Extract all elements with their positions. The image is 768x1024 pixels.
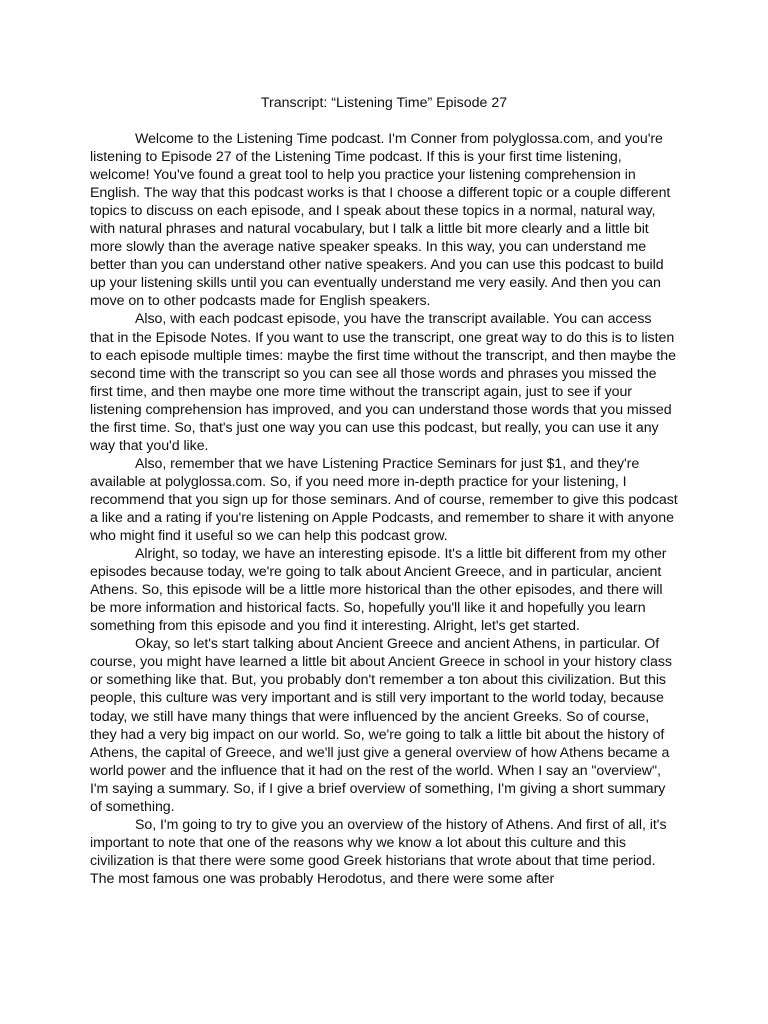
paragraph-seminars: Also, remember that we have Listening Practice Seminars for just $1, and they're available at polyglossa.com. So, if you need more in-depth practice for your listening, I recommend that you sign up for those seminars. And of course, remember to give this podcast a like and a rating if you're listening on Apple Podcasts, and remember to share it with anyone who might find it useful so we can help this podcast grow. — [90, 455, 678, 545]
paragraph-intro: Welcome to the Listening Time podcast. I'm Conner from polyglossa.com, and you're listening to Episode 27 of the Listening Time podcast. If this is your first time listening, welcome! You've found a great tool to help you practice your listening comprehension in English. The way that this podcast works is that I choose a different topic or a couple different topics to discuss on each episode, and I speak about these topics in a normal, natural way, with natural phrases and natural vocabulary, but I talk a little bit more clearly and a little bit more slowly than the average native speaker speaks. In this way, you can understand me better than you can understand other native speakers. And you can use this podcast to build up your listening skills until you can eventually understand me very easily. And then you can move on to other podcasts made for English speakers. — [90, 131, 671, 310]
paragraph-history-athens: So, I'm going to try to give you an overview of the history of Athens. And first of all, it's important to note that one of the reasons why we know a lot about this culture and this civilization is that there were some good Greek historians that wrote about that time period. The most famous one was probably Herodotus, and there were some after — [90, 816, 667, 887]
paragraph-episode-topic: Alright, so today, we have an interesting episode. It's a little bit different from my other episodes because today, we're going to talk about Ancient Greece, and in particular, ancient Athens. So, this episode will be a little more historical than the other episodes, and there will be more information and historical facts. So, hopefully you'll like it and hopefully you learn something from this episode and you find it interesting. Alright, let's get started. — [90, 546, 667, 635]
transcript-page — [90, 94, 678, 888]
document-title: Transcript: “Listening Time” Episode 27 — [260, 95, 508, 111]
paragraph-ancient-greece: Okay, so let's start talking about Ancient Greece and ancient Athens, in particular. Of course, you might have learned a little bit about Ancient Greece in school in your history class or something like that. But, you probably don't remember a ton about this civilization. But this people, this culture was very important and is still very important to the world today, because today, we still have many things that were influenced by the ancient Greeks. So of course, they had a very big impact on our world. So, we're going to talk a little bit about the history of Athens, the capital of Greece, and we'll just give a general overview of how Athens became a world power and the influence that it had on the rest of the world. When I say an "overview", I'm saying a summary. So, if I give a brief overview of something, I'm giving a short summary of something. — [90, 636, 672, 815]
paragraph-transcript-usage: Also, with each podcast episode, you have the transcript available. You can access that in the Episode Notes. If you want to use the transcript, one great way to do this is to listen to each episode multiple times: maybe the first time without the transcript, and then maybe the second time with the transcript so you can see all those words and phrases you missed the first time, and then maybe one more time without the transcript again, just to see if your listening comprehension has improved, and you can understand those words that you missed the first time. So, that's just one way you can use this podcast, but really, you can use it any way that you'd like. — [90, 311, 676, 454]
